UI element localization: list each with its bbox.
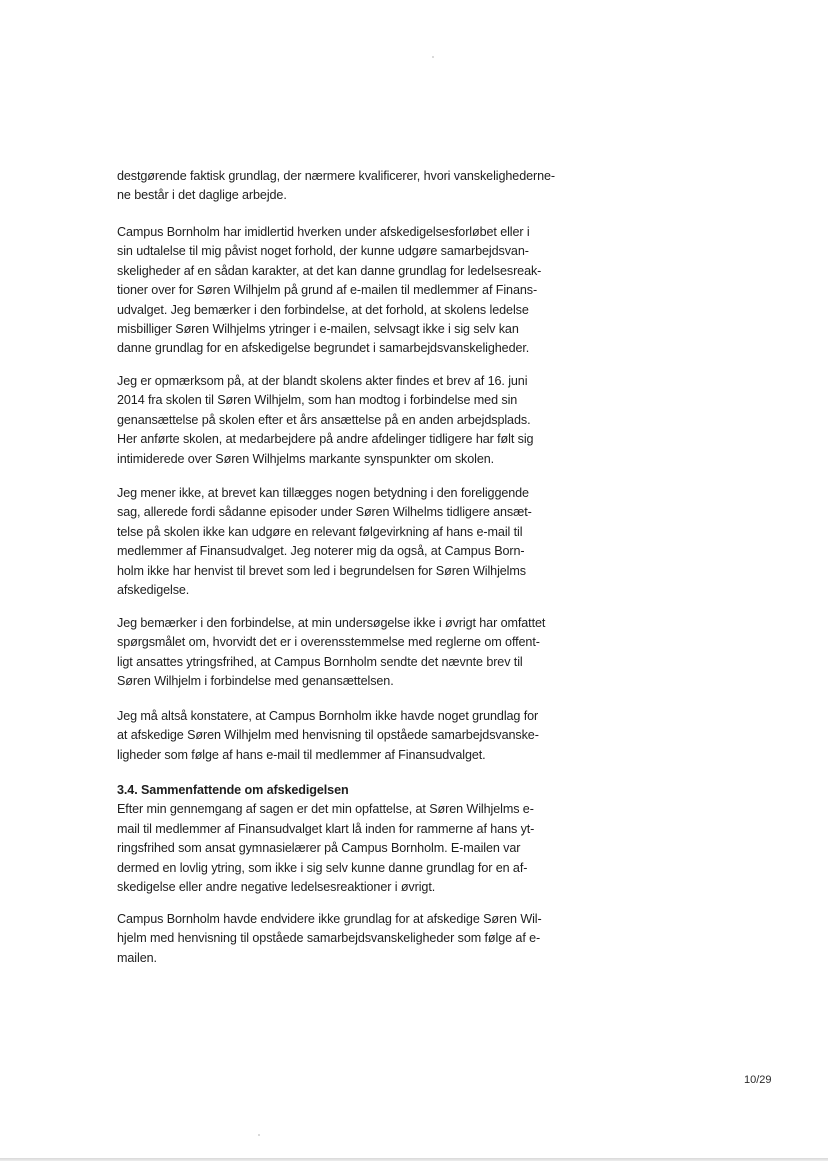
text-line: Efter min gennemgang af sagen er det min opfattelse, at Søren Wilhjelms e- [117, 802, 534, 817]
text-line: afskedigelse. [117, 583, 190, 598]
text-line: Jeg må altså konstatere, at Campus Bornholm ikke havde noget grundlag for [117, 709, 539, 723]
text-line: 2014 fra skolen til Søren Wilhjelm, som han modtog i forbindelse med sin [117, 393, 518, 408]
text-line: destgørende faktisk grundlag, der nærmere kvalificerer, hvori vanskelighederne- [117, 169, 555, 183]
paragraph-2 [117, 223, 587, 359]
text-line: telse på skolen ikke kan udgøre en relevant følgevirkning af hans e-mail til [117, 524, 523, 539]
text-line: hjelm med henvisning til opståede samarbejdsvanskeligheder som følge af e- [117, 931, 541, 946]
text-line: udvalget. Jeg bemærker i den forbindelse, at det forhold, at skolens ledelse [117, 302, 529, 317]
text-line: ringsfrihed som ansat gymnasielærer på Campus Bornholm. E-mailen var [117, 841, 521, 856]
text-line: ne består i det daglige arbejde. [117, 188, 287, 203]
text-line: Campus Bornholm har imidlertid hverken under afskedigelsesforløbet eller i [117, 225, 530, 239]
text-line: Søren Wilhjelm i forbindelse med genansættelsen. [117, 674, 394, 689]
text-line: misbilliger Søren Wilhjelms ytringer i e-mailen, selvsagt ikke i sig selv kan [117, 322, 519, 337]
page-number: 10/29 [744, 1074, 772, 1086]
text-line: danne grundlag for en afskedigelse begrundet i samarbejdsvanskeligheder. [117, 341, 530, 356]
scan-edge [0, 1158, 828, 1161]
paragraph-5 [117, 614, 587, 692]
text-line: skedigelse eller andre negative ledelsesreaktioner i øvrigt. [117, 880, 436, 895]
paragraph-6 [117, 707, 587, 765]
section-3-4 [117, 781, 587, 897]
paragraph-1 [117, 167, 587, 206]
text-line: sag, allerede fordi sådanne episoder under Søren Wilhelms tidligere ansæt- [117, 505, 532, 520]
text-line: mail til medlemmer af Finansudvalget klart lå inden for rammerne af hans yt- [117, 821, 535, 836]
section-heading: 3.4. Sammenfattende om afskedigelsen [117, 783, 349, 797]
scan-speck [432, 56, 434, 58]
paragraph-4 [117, 484, 587, 600]
scan-speck [258, 1134, 260, 1136]
text-line: Campus Bornholm havde endvidere ikke grundlag for at afskedige Søren Wil- [117, 912, 542, 926]
text-line: dermed en lovlig ytring, som ikke i sig selv kunne danne grundlag for en af- [117, 860, 528, 875]
text-line: ligt ansattes ytringsfrihed, at Campus Bornholm sendte det nævnte brev til [117, 654, 523, 669]
text-line: holm ikke har henvist til brevet som led i begrundelsen for Søren Wilhjelms [117, 563, 526, 578]
text-line: medlemmer af Finansudvalget. Jeg noterer mig da også, at Campus Born- [117, 544, 525, 559]
text-line: sin udtalelse til mig påvist noget forhold, der kunne udgøre samarbejdsvan- [117, 244, 529, 259]
text-line: mailen. [117, 950, 157, 965]
text-line: spørgsmålet om, hvorvidt det er i overensstemmelse med reglerne om offent- [117, 635, 540, 650]
text-line: Her anførte skolen, at medarbejdere på andre afdelinger tidligere har følt sig [117, 432, 534, 447]
text-line: ligheder som følge af hans e-mail til medlemmer af Finansudvalget. [117, 747, 486, 762]
text-line: at afskedige Søren Wilhjelm med henvisning til opståede samarbejdsvanske- [117, 728, 539, 743]
text-line: genansættelse på skolen efter et års ansættelse på en anden arbejdsplads. [117, 412, 531, 427]
text-line: Jeg bemærker i den forbindelse, at min undersøgelse ikke i øvrigt har omfattet [117, 616, 546, 630]
text-line: tioner over for Søren Wilhjelm på grund af e-mailen til medlemmer af Finans- [117, 283, 538, 298]
text-line: Jeg er opmærksom på, at der blandt skolens akter findes et brev af 16. juni [117, 374, 528, 388]
paragraph-final [117, 910, 587, 968]
paragraph-3 [117, 372, 587, 469]
text-line: skeligheder af en sådan karakter, at det kan danne grundlag for ledelsesreak- [117, 263, 542, 278]
text-line: intimiderede over Søren Wilhjelms markante synspunkter om skolen. [117, 451, 495, 466]
text-line: Jeg mener ikke, at brevet kan tillægges nogen betydning i den foreliggende [117, 486, 529, 500]
